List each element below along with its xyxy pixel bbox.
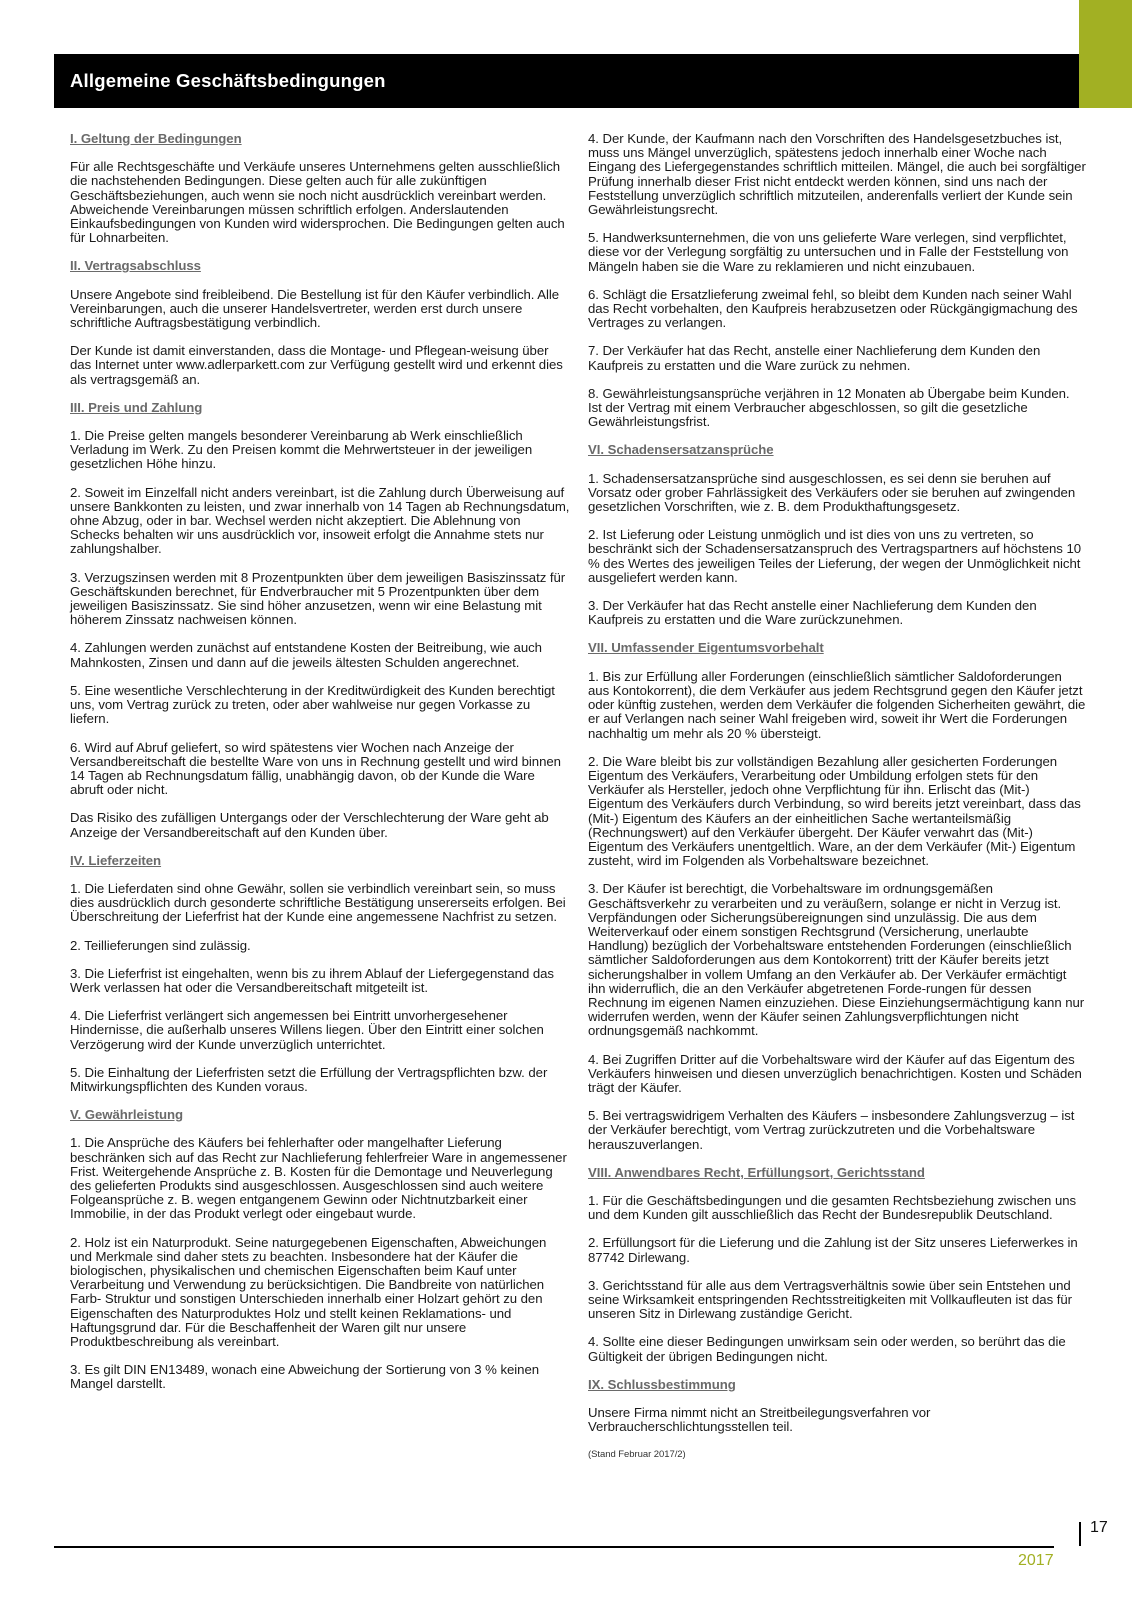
paragraph: 3. Der Verkäufer hat das Recht anstelle einer Nachlieferung dem Kunden den Kaufpreis zu erstatten und die Ware zurückzunehmen. bbox=[588, 598, 1037, 628]
section-heading: VI. Schadensersatzansprüche bbox=[588, 442, 774, 458]
footer-year: 2017 bbox=[1018, 1552, 1054, 1569]
section-gewaehrleistung bbox=[70, 1108, 570, 1391]
version-note: (Stand Februar 2017/2) bbox=[588, 1449, 686, 1461]
section-schlussbestimmung bbox=[588, 1378, 1086, 1435]
paragraph: 1. Für die Geschäftsbedingungen und die gesamten Rechtsbeziehung zwischen uns und dem Kunden gilt ausschließlich das Recht der Bundesrepublik Deutschland. bbox=[588, 1192, 1077, 1223]
page-title: Allgemeine Geschäftsbedingungen bbox=[70, 70, 386, 91]
section-heading: IX. Schlussbestimmung bbox=[588, 1376, 736, 1392]
paragraph: 7. Der Verkäufer hat das Recht, anstelle einer Nachlieferung dem Kunden den Kaufpreis zu erstatten und die Ware zurück zu nehmen. bbox=[588, 343, 1041, 373]
section-geltung bbox=[70, 132, 570, 245]
paragraph: Unsere Firma nimmt nicht an Streitbeilegungsverfahren vor Verbraucherschlichtungsstellen teil. bbox=[588, 1405, 931, 1435]
paragraph: 4. Zahlungen werden zunächst auf entstandene Kosten der Beitreibung, wie auch Mahnkosten, Zinsen und dann auf die jeweils ältesten Schulden angerechnet. bbox=[70, 640, 542, 670]
section-gewaehrleistung-continued bbox=[588, 132, 1086, 429]
title-bar bbox=[54, 54, 1079, 108]
paragraph: 4. Sollte eine dieser Bedingungen unwirksam sein oder werden, so berührt das die Gültigkeit der übrigen Bedingungen nicht. bbox=[588, 1334, 1066, 1364]
paragraph: 5. Handwerksunternehmen, die von uns gelieferte Ware verlegen, sind verpflichtet, diese vor der Verlegung sorgfältig zu untersuchen und in Falle der Feststellung von Mängeln haben sie die Ware zu reklamieren und nicht einzubauen. bbox=[588, 230, 1069, 274]
section-heading: III. Preis und Zahlung bbox=[70, 399, 203, 415]
paragraph: 3. Es gilt DIN EN13489, wonach eine Abweichung der Sortierung von 3 % keinen Mangel darstellt. bbox=[70, 1362, 540, 1392]
paragraph: 4. Der Kunde, der Kaufmann nach den Vorschriften des Handelsgesetzbuches ist, muss uns Mängel unverzüglich, spätestens jedoch innerhalb einer Woche nach Eingang des Liefergegenstandes schriftlich mitteilen. Mängel, die auch bei sorgfältiger Prüfung innerhalb dieser Frist nicht entdeckt werden können, sind uns nach der Feststellung unverzüglich schriftlich mitzuteilen, anderenfalls verliert der Kunde sein Gewährleistungsrecht. bbox=[588, 131, 1086, 218]
section-heading: IV. Lieferzeiten bbox=[70, 852, 162, 868]
paragraph: 8. Gewährleistungsansprüche verjähren in 12 Monaten ab Übergabe beim Kunden. Ist der Vertrag mit einem Verbraucher abgeschlossen, so gilt die gesetzliche Gewährleistungsfrist. bbox=[588, 385, 1070, 430]
paragraph: 4. Die Lieferfrist verlängert sich angemessen bei Eintritt unvorhergesehener Hindernisse, die außerhalb unseres Willens liegen. Über den Eintritt einer solchen Verzögerung wird der Kunde unverzüglich unterrichtet. bbox=[70, 1008, 544, 1052]
section-heading: II. Vertragsabschluss bbox=[70, 258, 201, 274]
paragraph: 5. Die Einhaltung der Lieferfristen setzt die Erfüllung der Vertragspflichten bzw. der Mitwirkungspflichten des Kunden voraus. bbox=[70, 1064, 548, 1094]
paragraph: Der Kunde ist damit einverstanden, dass die Montage- und Pflegean-weisung über das Internet unter www.adlerparkett.com zur Verfügung gestellt wird und erkennt dies als vertragsgemäß an. bbox=[70, 343, 563, 387]
page-number-divider bbox=[1079, 1522, 1081, 1546]
paragraph: 4. Bei Zugriffen Dritter auf die Vorbehaltsware wird der Käufer auf das Eigentum des Verkäufers hinweisen und diesen unverzüglich benachrichtigen. Kosten und Schäden trägt der Käufer. bbox=[588, 1051, 1082, 1095]
paragraph: 1. Die Preise gelten mangels besonderer Vereinbarung ab Werk einschließlich Verladung im Werk. Zu den Preisen kommt die Mehrwertsteuer in der jeweiligen gesetzlichen Höhe hinzu. bbox=[70, 428, 533, 472]
section-heading: VIII. Anwendbares Recht, Erfüllungsort, Gerichtsstand bbox=[588, 1164, 925, 1180]
paragraph: 3. Verzugszinsen werden mit 8 Prozentpunkten über dem jeweiligen Basiszinssatz für Geschäftskunden berechnet, für Endverbraucher mit 5 Prozentpunkten über dem jeweiligen Basiszinssatz. Sie sind höher anzusetzen, wenn wir eine Belastung mit höherem Zinssatz nachweisen können. bbox=[70, 569, 566, 628]
paragraph: 3. Gerichtsstand für alle aus dem Vertragsverhältnis sowie über sein Entstehen und seine Wirksamkeit entspringenden Rechtsstreitigkeiten mit Vollkaufleuten ist das für unseren Sitz in Dirlewang zuständige Gericht. bbox=[588, 1277, 1072, 1322]
right-column bbox=[588, 132, 1086, 1463]
paragraph: 3. Die Lieferfrist ist eingehalten, wenn bis zu ihrem Ablauf der Liefergegenstand das Werk verlassen hat oder die Versandbereitschaft mitgeteilt ist. bbox=[70, 965, 554, 995]
paragraph: 2. Teillieferungen sind zulässig. bbox=[70, 937, 251, 953]
paragraph: Für alle Rechtsgeschäfte und Verkäufe unseres Unternehmens gelten ausschließlich die nachstehenden Bedingungen. Diese gelten auch für alle zukünftigen Geschäftsbeziehungen, auch wenn sie noch nicht ausdrücklich vereinbart werden. Abweichende Vereinbarungen müssen schriftlich erfolgen. Anderslautenden Einkaufsbedingungen von Kunden wird widersprochen. Die Bedingungen gelten auch für Lohnarbeiten. bbox=[70, 159, 565, 246]
paragraph: 6. Wird auf Abruf geliefert, so wird spätestens vier Wochen nach Anzeige der Versandbereitschaft die bestellte Ware von uns in Rechnung gestellt und wird binnen 14 Tagen ab Rechnungsdatum fällig, unabhängig davon, ob der Kunde die Ware abruft oder nicht. bbox=[70, 739, 561, 798]
section-eigentumsvorbehalt bbox=[588, 641, 1086, 1151]
section-heading: I. Geltung der Bedingungen bbox=[70, 131, 242, 146]
paragraph: 1. Bis zur Erfüllung aller Forderungen (einschließlich sämtlicher Saldoforderungen aus Kontokorrent), die dem Verkäufer aus jedem Rechtsgrund gegen den Käufer jetzt oder künftig zustehen, werden dem Verkäufer die folgenden Sicherheiten gewährt, die er auf Verlangen nach seiner Wahl freigeben wird, soweit ihr Wert die Forderungen nachhaltig um mehr als 20 % übersteigt. bbox=[588, 668, 1086, 741]
paragraph: 2. Erfüllungsort für die Lieferung und die Zahlung ist der Sitz unseres Lieferwerkes in 87742 Dirlewang. bbox=[588, 1235, 1078, 1265]
left-column bbox=[70, 132, 570, 1406]
section-preis-zahlung bbox=[70, 401, 570, 840]
paragraph: Das Risiko des zufälligen Untergangs oder der Verschlechterung der Ware geht ab Anzeige der Versandbereitschaft auf den Kunden über. bbox=[70, 810, 549, 840]
footer-rule bbox=[54, 1546, 1054, 1548]
paragraph: 2. Ist Lieferung oder Leistung unmöglich und ist dies von uns zu vertreten, so beschränkt sich der Schadensersatzanspruch des Vertragspartners auf höchstens 10 % des Wertes des jeweiligen Teiles der Lieferung, der wegen der Unmöglichkeit nicht ausgeliefert werden kann. bbox=[588, 527, 1082, 585]
paragraph: 2. Soweit im Einzelfall nicht anders vereinbart, ist die Zahlung durch Überweisung auf unsere Bankkonten zu leisten, und zwar innerhalb von 14 Tagen ab Rechnungsdatum, ohne Abzug, oder in bar. Wechsel werden nicht akzeptiert. Die Ablehnung von Schecks behalten wir uns ausdrücklich vor, insoweit erfolgt die Annahme stets nur zahlungshalber. bbox=[70, 484, 570, 557]
paragraph: 6. Schlägt die Ersatzlieferung zweimal fehl, so bleibt dem Kunden nach seiner Wahl das Recht vorbehalten, den Kaufpreis herabzusetzen oder Rückgängigmachung des Vertrages zu verlangen. bbox=[588, 286, 1078, 331]
paragraph: 1. Die Ansprüche des Käufers bei fehlerhafter oder mangelhafter Lieferung beschränken sich auf das Recht zur Nachlieferung fehlerfreier Ware in angemessener Frist. Weitergehende Ansprüche z. B. Kosten für die Demontage und Neuverlegung des gelieferten Produkts sind ausgeschlossen. Ausgeschlossen sind auch weitere Folgeansprüche z. B. wegen entgangenem Gewinn oder Nichtnutzbarkeit einer Immobilie, in der das Produkt verlegt oder eingebaut wurde. bbox=[70, 1135, 567, 1222]
paragraph: 2. Die Ware bleibt bis zur vollständigen Bezahlung aller gesicherten Forderungen Eigentum des Verkäufers, Verarbeitung oder Umbildung erfolgen stets für den Verkäufer als Hersteller, jedoch ohne Verpflichtung für ihn. Erlischt das (Mit-) Eigentum des Verkäufers durch Verbindung, so wird bereits jetzt vereinbart, dass das (Mit-) Eigentum des Käufers an der einheitlichen Sache wertanteilsmäßig (Rechnungswert) auf den Verkäufer übergeht. Der Käufer verwahrt das (Mit-) Eigentum des Verkäufers unentgeltlich. Ware, an der dem Verkäufer (Mit-) Eigentum zusteht, wird im Folgenden als Vorbehaltsware bezeichnet. bbox=[588, 753, 1081, 869]
section-vertragsabschluss bbox=[70, 259, 570, 386]
paragraph: Unsere Angebote sind freibleibend. Die Bestellung ist für den Käufer verbindlich. Alle Vereinbarungen, auch die unserer Handelsvertreter, werden erst durch unsere schriftliche Auftragsbestätigung verbindlich. bbox=[70, 286, 560, 331]
accent-bar bbox=[1079, 0, 1132, 108]
section-heading: V. Gewährleistung bbox=[70, 1107, 183, 1123]
paragraph: 1. Die Lieferdaten sind ohne Gewähr, sollen sie verbindlich vereinbart sein, so muss dies ausdrücklich durch gesonderte schriftliche Bestätigung unsererseits erfolgen. Bei Überschreitung der Lieferfrist hat der Kunde eine angemessene Nachfrist zu setzen. bbox=[70, 880, 566, 925]
paragraph: 5. Bei vertragswidrigem Verhalten des Käufers – insbesondere Zahlungsverzug – ist der Verkäufer berechtigt, vom Vertrag zurückzutreten und die Vorbehaltsware herauszuverlangen. bbox=[588, 1108, 1075, 1152]
paragraph: 1. Schadensersatzansprüche sind ausgeschlossen, es sei denn sie beruhen auf Vorsatz oder grober Fahrlässigkeit des Verkäufers oder sie beruhen auf zwingenden gesetzlichen Vorschriften, wie z. B. dem Produkthaftungsgesetz. bbox=[588, 470, 1076, 515]
paragraph: 3. Der Käufer ist berechtigt, die Vorbehaltsware im ordnungsgemäßen Geschäftsverkehr zu verarbeiten und zu veräußern, solange er nicht in Verzug ist. Verpfändungen oder Sicherungsübereignungen sind unzulässig. Die aus dem Weiterverkauf oder einem sonstigen Rechtsgrund (Versicherung, unerlaubte Handlung) bezüglich der Vorbehaltsware entstehenden Forderungen (einschließlich sämtlicher Saldoforderungen aus dem Kontokorrent) tritt der Käufer bereits jetzt sicherungshalber in vollem Umfang an den Verkäufer ab. Der Verkäufer ermächtigt ihn widerruflich, die an den Verkäufer abgetretenen Forde-rungen für dessen Rechnung im eigenen Namen einzuziehen. Diese Einziehungsermächtigung kann nur widerrufen werden, wenn der Käufer seinen Zahlungsverpflichtungen nicht ordnungsgemäß nachkommt. bbox=[588, 881, 1085, 1039]
section-schadensersatz bbox=[588, 443, 1086, 627]
paragraph: 5. Eine wesentliche Verschlechterung in der Kreditwürdigkeit des Kunden berechtigt uns, vom Vertrag zurück zu treten, oder aber wahlweise nur gegen Vorkasse zu liefern. bbox=[70, 682, 555, 727]
section-anwendbares-recht bbox=[588, 1166, 1086, 1364]
page-number: 17 bbox=[1090, 1519, 1108, 1536]
paragraph: 2. Holz ist ein Naturprodukt. Seine naturgegebenen Eigenschaften, Abweichungen und Merkmale sind daher stets zu beachten. Insbesondere hat der Käufer die biologischen, physikalischen und chemischen Eigenschaften beim Kauf unter Verarbeitung und Verwendung zu berücksichtigen. Die Bandbreite von natürlichen Farb- Struktur und sonstigen Unterschieden innerhalb einer Holzart gehört zu den Eigenschaften des Naturproduktes Holz und stellt keinen Reklamations- und Haftungsgrund dar. Für die Beschaffenheit der Waren gilt nur unsere Produktbeschreibung als vereinbart. bbox=[70, 1234, 547, 1349]
section-lieferzeiten bbox=[70, 854, 570, 1094]
section-heading: VII. Umfassender Eigentumsvorbehalt bbox=[588, 640, 824, 656]
